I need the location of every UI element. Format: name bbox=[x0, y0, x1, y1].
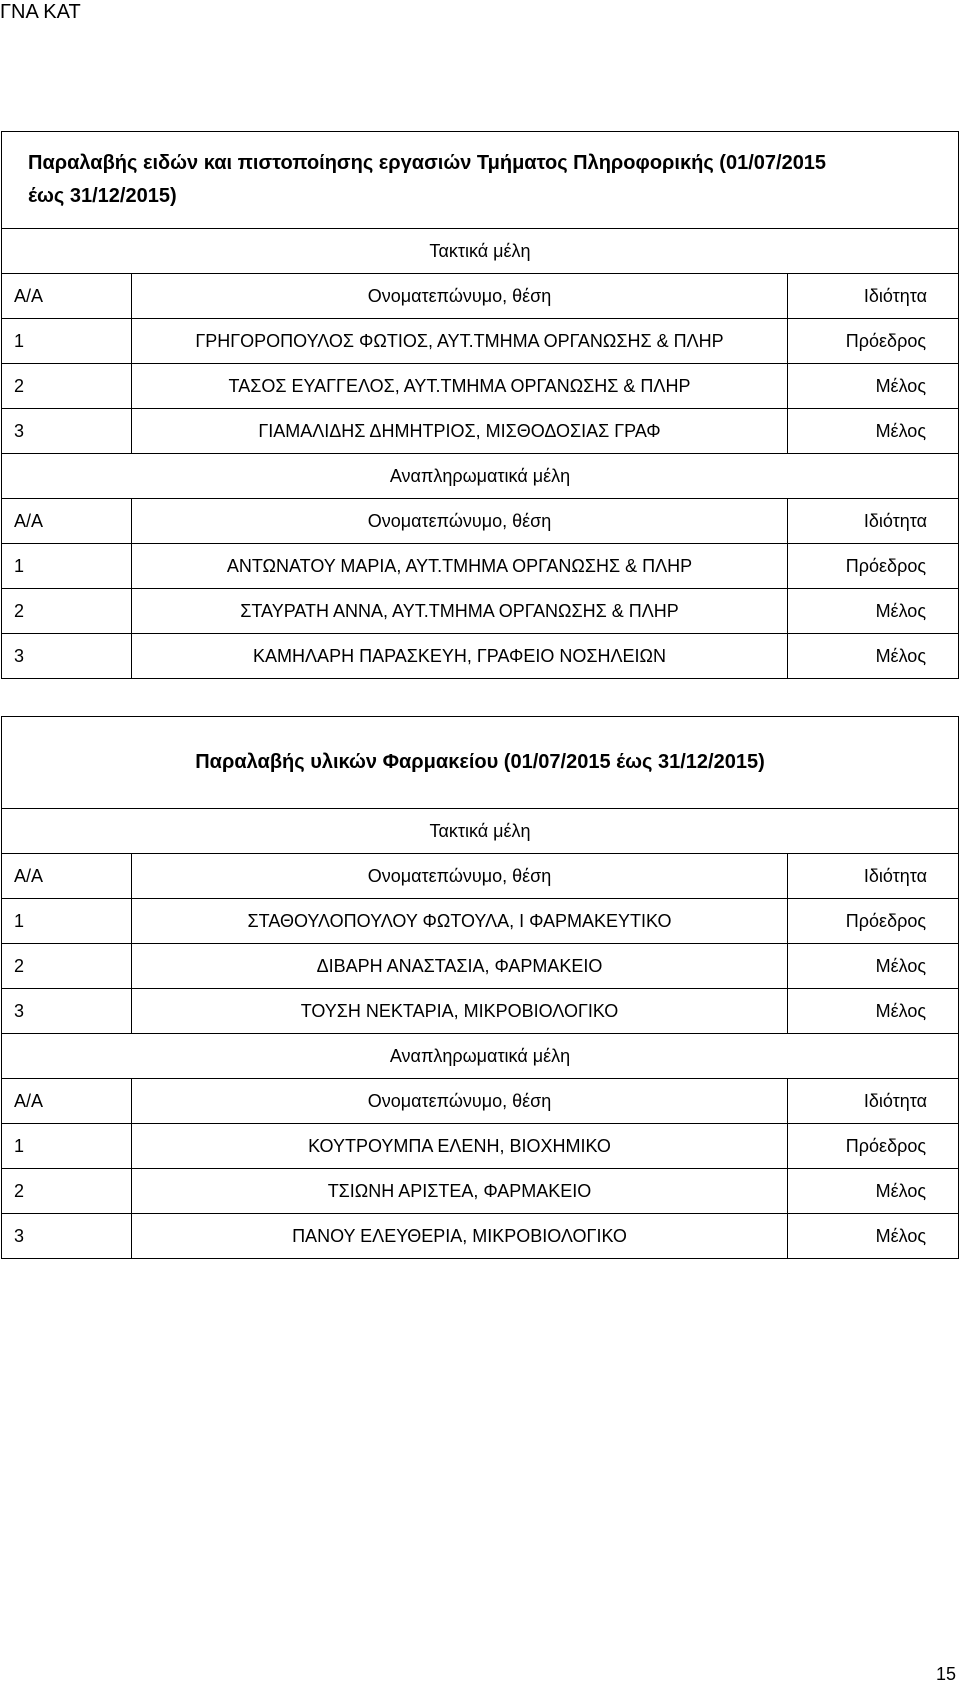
row-number: 2 bbox=[2, 589, 132, 634]
table-row bbox=[2, 944, 959, 989]
table-row bbox=[2, 634, 959, 679]
member-role: Μέλος bbox=[788, 634, 959, 679]
table-row bbox=[2, 544, 959, 589]
member-name: ΚΑΜΗΛΑΡΗ ΠΑΡΑΣΚΕΥΗ, ΓΡΑΦΕΙΟ ΝΟΣΗΛΕΙΩΝ bbox=[132, 634, 788, 679]
member-name: ΚΟΥΤΡΟΥΜΠΑ ΕΛΕΝΗ, ΒΙΟΧΗΜΙΚΟ bbox=[132, 1124, 788, 1169]
row-number: 2 bbox=[2, 1169, 132, 1214]
member-role: Πρόεδρος bbox=[788, 1124, 959, 1169]
row-number: 3 bbox=[2, 989, 132, 1034]
row-number: 2 bbox=[2, 364, 132, 409]
committee-table-it bbox=[1, 131, 959, 679]
column-header-name: Ονοματεπώνυμο, θέση bbox=[132, 854, 788, 899]
row-number: 1 bbox=[2, 1124, 132, 1169]
row-number: 1 bbox=[2, 319, 132, 364]
row-number: 3 bbox=[2, 1214, 132, 1259]
column-header-role: Ιδιότητα bbox=[788, 499, 959, 544]
table-row bbox=[2, 319, 959, 364]
table-row bbox=[2, 409, 959, 454]
table-row bbox=[2, 989, 959, 1034]
member-name: ΓΙΑΜΑΛΙΔΗΣ ΔΗΜΗΤΡΙΟΣ, ΜΙΣΘΟΔΟΣΙΑΣ ΓΡΑΦ bbox=[132, 409, 788, 454]
page-number: 15 bbox=[935, 1664, 956, 1684]
table-row bbox=[2, 1124, 959, 1169]
table-row bbox=[2, 1169, 959, 1214]
column-header-aa: Α/Α bbox=[2, 274, 132, 319]
member-name: ΣΤΑΥΡΑΤΗ ΑΝΝΑ, ΑΥΤ.ΤΜΗΜΑ ΟΡΓΑΝΩΣΗΣ & ΠΛΗΡ bbox=[132, 589, 788, 634]
row-number: 1 bbox=[2, 899, 132, 944]
table-header-row bbox=[2, 274, 959, 319]
table-row bbox=[2, 899, 959, 944]
table-header-row bbox=[2, 854, 959, 899]
row-number: 3 bbox=[2, 634, 132, 679]
column-header-name: Ονοματεπώνυμο, θέση bbox=[132, 1079, 788, 1124]
table-header-row bbox=[2, 499, 959, 544]
member-name: ΤΑΣΟΣ ΕΥΑΓΓΕΛΟΣ, ΑΥΤ.ΤΜΗΜΑ ΟΡΓΑΝΩΣΗΣ & ΠΛΗΡ bbox=[132, 364, 788, 409]
table-row bbox=[2, 1214, 959, 1259]
column-header-name: Ονοματεπώνυμο, θέση bbox=[132, 274, 788, 319]
column-header-aa: Α/Α bbox=[2, 854, 132, 899]
column-header-aa: Α/Α bbox=[2, 499, 132, 544]
member-name: ΓΡΗΓΟΡΟΠΟΥΛΟΣ ΦΩΤΙΟΣ, ΑΥΤ.ΤΜΗΜΑ ΟΡΓΑΝΩΣΗΣ & ΠΛΗΡ bbox=[132, 319, 788, 364]
member-role: Μέλος bbox=[788, 944, 959, 989]
member-name: ΣΤΑΘΟΥΛΟΠΟΥΛΟΥ ΦΩΤΟΥΛΑ, Ι ΦΑΡΜΑΚΕΥΤΙΚΟ bbox=[132, 899, 788, 944]
column-header-role: Ιδιότητα bbox=[788, 274, 959, 319]
member-name: ΔΙΒΑΡΗ ΑΝΑΣΤΑΣΙΑ, ΦΑΡΜΑΚΕΙΟ bbox=[132, 944, 788, 989]
table-title-line-1: Παραλαβής ειδών και πιστοποίησης εργασιών Τμήματος Πληροφορικής (01/07/2015 bbox=[28, 152, 827, 174]
document-header: ΓΝΑ ΚΑΤ bbox=[0, 1, 81, 23]
row-number: 1 bbox=[2, 544, 132, 589]
member-name: ΑΝΤΩΝΑΤΟΥ ΜΑΡΙΑ, ΑΥΤ.ΤΜΗΜΑ ΟΡΓΑΝΩΣΗΣ & ΠΛΗΡ bbox=[132, 544, 788, 589]
section-heading-regular: Τακτικά μέλη bbox=[2, 809, 959, 854]
table-title bbox=[2, 132, 959, 229]
member-role: Μέλος bbox=[788, 989, 959, 1034]
table-title-line-2: έως 31/12/2015) bbox=[28, 185, 177, 207]
member-role: Μέλος bbox=[788, 1214, 959, 1259]
section-heading-alternate: Αναπληρωματικά μέλη bbox=[2, 454, 959, 499]
member-name: ΤΣΙΩΝΗ ΑΡΙΣΤΕΑ, ΦΑΡΜΑΚΕΙΟ bbox=[132, 1169, 788, 1214]
column-header-role: Ιδιότητα bbox=[788, 1079, 959, 1124]
row-number: 3 bbox=[2, 409, 132, 454]
table-row bbox=[2, 364, 959, 409]
column-header-role: Ιδιότητα bbox=[788, 854, 959, 899]
member-name: ΠΑΝΟΥ ΕΛΕΥΘΕΡΙΑ, ΜΙΚΡΟΒΙΟΛΟΓΙΚΟ bbox=[132, 1214, 788, 1259]
table-header-row bbox=[2, 1079, 959, 1124]
member-role: Μέλος bbox=[788, 364, 959, 409]
member-role: Μέλος bbox=[788, 589, 959, 634]
section-heading-alternate: Αναπληρωματικά μέλη bbox=[2, 1034, 959, 1079]
table-title: Παραλαβής υλικών Φαρμακείου (01/07/2015 έως 31/12/2015) bbox=[2, 717, 959, 809]
member-name: ΤΟΥΣΗ ΝΕΚΤΑΡΙΑ, ΜΙΚΡΟΒΙΟΛΟΓΙΚΟ bbox=[132, 989, 788, 1034]
member-role: Πρόεδρος bbox=[788, 319, 959, 364]
member-role: Πρόεδρος bbox=[788, 899, 959, 944]
member-role: Πρόεδρος bbox=[788, 544, 959, 589]
column-header-name: Ονοματεπώνυμο, θέση bbox=[132, 499, 788, 544]
column-header-aa: Α/Α bbox=[2, 1079, 132, 1124]
committee-table-pharmacy bbox=[1, 716, 959, 1259]
table-row bbox=[2, 589, 959, 634]
row-number: 2 bbox=[2, 944, 132, 989]
member-role: Μέλος bbox=[788, 409, 959, 454]
section-heading-regular: Τακτικά μέλη bbox=[2, 229, 959, 274]
member-role: Μέλος bbox=[788, 1169, 959, 1214]
